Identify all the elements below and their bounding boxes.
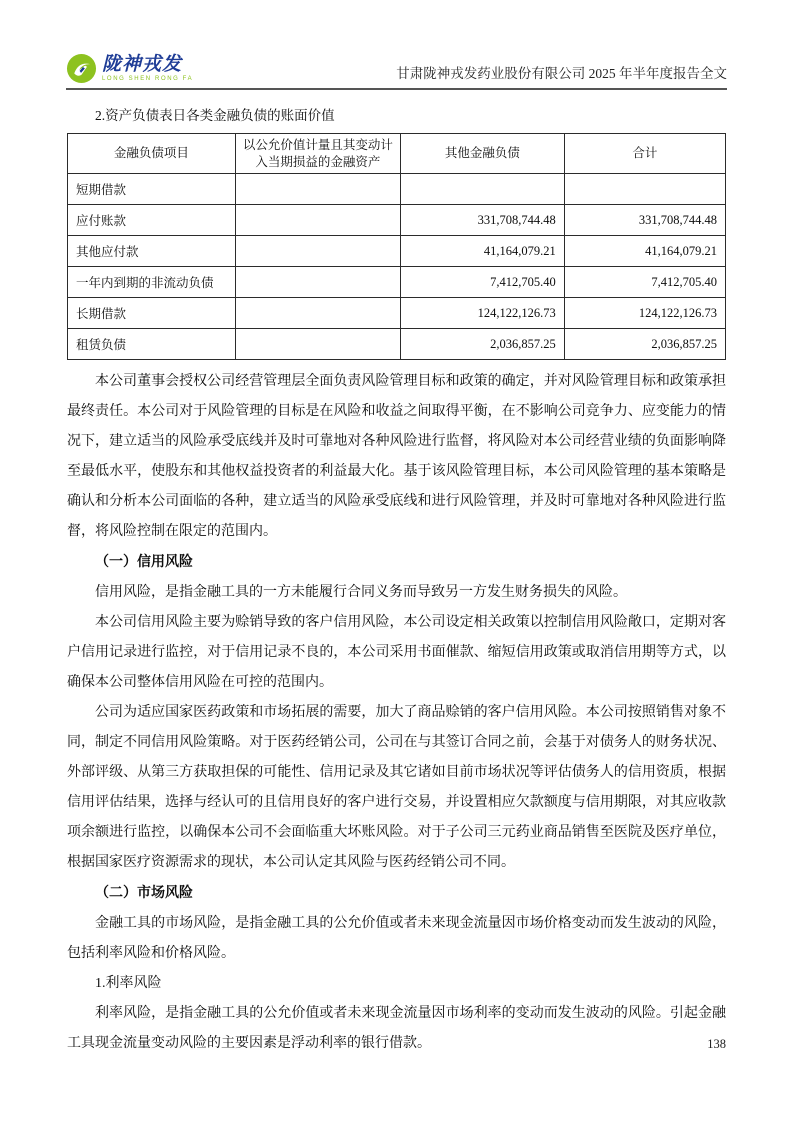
paragraph-risk-governance: 本公司董事会授权公司经营管理层全面负责风险管理目标和政策的确定，并对风险管理目标和政策承担最终责任。本公司对于风险管理的目标是在风险和收益之间取得平衡，在不影响公司竞争力、应变能力的情况下，建立适当的风险承受底线并及时可靠地对各种风险进行监督，将风险对本公司经营业绩的负面影响降至最低水平，使股东和其他权益投资者的利益最大化。基于该风险管理目标，本公司风险管理的基本策略是确认和分析本公司面临的各种，建立适当的风险承受底线和进行风险管理，并及时可靠地对各种风险进行监督，将风险控制在限定的范围内。 — [67, 374, 726, 539]
row-total-value — [564, 174, 725, 205]
risk-management-text — [67, 367, 726, 1059]
row-item-label: 长期借款 — [68, 298, 236, 329]
brand-name-cn: 陇神戎发 — [102, 54, 183, 75]
row-fvtpl-value — [235, 267, 400, 298]
row-other-value: 331,708,744.48 — [400, 205, 564, 236]
page-number: 138 — [707, 1037, 726, 1051]
column-header-total: 合计 — [564, 134, 725, 174]
heading-market-risk: （二）市场风险 — [95, 886, 193, 901]
row-fvtpl-value — [235, 236, 400, 267]
page-content — [67, 104, 726, 1059]
row-other-value: 41,164,079.21 — [400, 236, 564, 267]
financial-liabilities-table — [67, 133, 726, 360]
row-item-label: 一年内到期的非流动负债 — [68, 267, 236, 298]
paragraph-market-definition: 金融工具的市场风险，是指金融工具的公允价值或者未来现金流量因市场价格变动而发生波动的风险，包括利率风险和价格风险。 — [67, 916, 726, 961]
table-row — [68, 329, 726, 360]
row-total-value: 41,164,079.21 — [564, 236, 725, 267]
table-row — [68, 174, 726, 205]
row-total-value: 124,122,126.73 — [564, 298, 725, 329]
heading-credit-risk: （一）信用风险 — [95, 555, 193, 570]
table-row — [68, 236, 726, 267]
table-row — [68, 298, 726, 329]
paragraph-credit-policy: 本公司信用风险主要为赊销导致的客户信用风险，本公司设定相关政策以控制信用风险敞口，定期对客户信用记录进行监控，对于信用记录不良的，本公司采用书面催款、缩短信用政策或取消信用期等方式，以确保本公司整体信用风险在可控的范围内。 — [67, 615, 726, 690]
row-total-value: 2,036,857.25 — [564, 329, 725, 360]
row-item-label: 应付账款 — [68, 205, 236, 236]
document-title: 甘肃陇神戎发药业股份有限公司 2025 年半年度报告全文 — [396, 66, 727, 81]
paragraph-credit-strategy: 公司为适应国家医药政策和市场拓展的需要，加大了商品赊销的客户信用风险。本公司按照销售对象不同，制定不同信用风险策略。对于医药经销公司，公司在与其签订合同之前，会基于对债务人的财务状况、外部评级、从第三方获取担保的可能性、信用记录及其它诸如目前市场状况等评估债务人的信用资质，根据信用评估结果，选择与经认可的且信用良好的客户进行交易，并设置相应欠款额度与信用期限，对其应收款项余额进行监控，以确保本公司不会面临重大坏账风险。对于子公司三元药业商品销售至医院及医疗单位，根据国家医疗资源需求的现状，本公司认定其风险与医药经销公司不同。 — [67, 705, 726, 870]
row-item-label: 其他应付款 — [68, 236, 236, 267]
row-total-value: 331,708,744.48 — [564, 205, 725, 236]
brand-text-block — [102, 55, 193, 82]
row-other-value: 7,412,705.40 — [400, 267, 564, 298]
row-total-value: 7,412,705.40 — [564, 267, 725, 298]
brand-name-en: LONG SHEN RONG FA — [102, 76, 194, 82]
row-fvtpl-value — [235, 205, 400, 236]
row-fvtpl-value — [235, 298, 400, 329]
row-other-value: 124,122,126.73 — [400, 298, 564, 329]
company-logo — [66, 53, 193, 84]
row-other-value — [400, 174, 564, 205]
row-other-value: 2,036,857.25 — [400, 329, 564, 360]
row-item-label: 短期借款 — [68, 174, 236, 205]
table-row — [68, 267, 726, 298]
column-header-other: 其他金融负债 — [400, 134, 564, 174]
page-header — [66, 44, 727, 90]
subheading-interest-rate-risk: 1.利率风险 — [95, 976, 162, 991]
table-row — [68, 205, 726, 236]
row-item-label: 租赁负债 — [68, 329, 236, 360]
row-fvtpl-value — [235, 329, 400, 360]
column-header-item: 金融负债项目 — [68, 134, 236, 174]
logo-icon — [66, 53, 97, 84]
table-section-title: 2.资产负债表日各类金融负债的账面价值 — [95, 108, 335, 123]
paragraph-interest-rate-definition: 利率风险，是指金融工具的公允价值或者未来现金流量因市场利率的变动而发生波动的风险。引起金融工具现金流量变动风险的主要因素是浮动利率的银行借款。 — [67, 1006, 726, 1051]
row-fvtpl-value — [235, 174, 400, 205]
table-header-row — [68, 134, 726, 174]
paragraph-credit-definition: 信用风险，是指金融工具的一方未能履行合同义务而导致另一方发生财务损失的风险。 — [95, 585, 627, 600]
column-header-fvtpl: 以公允价值计量且其变动计入当期损益的金融资产 — [235, 134, 400, 174]
